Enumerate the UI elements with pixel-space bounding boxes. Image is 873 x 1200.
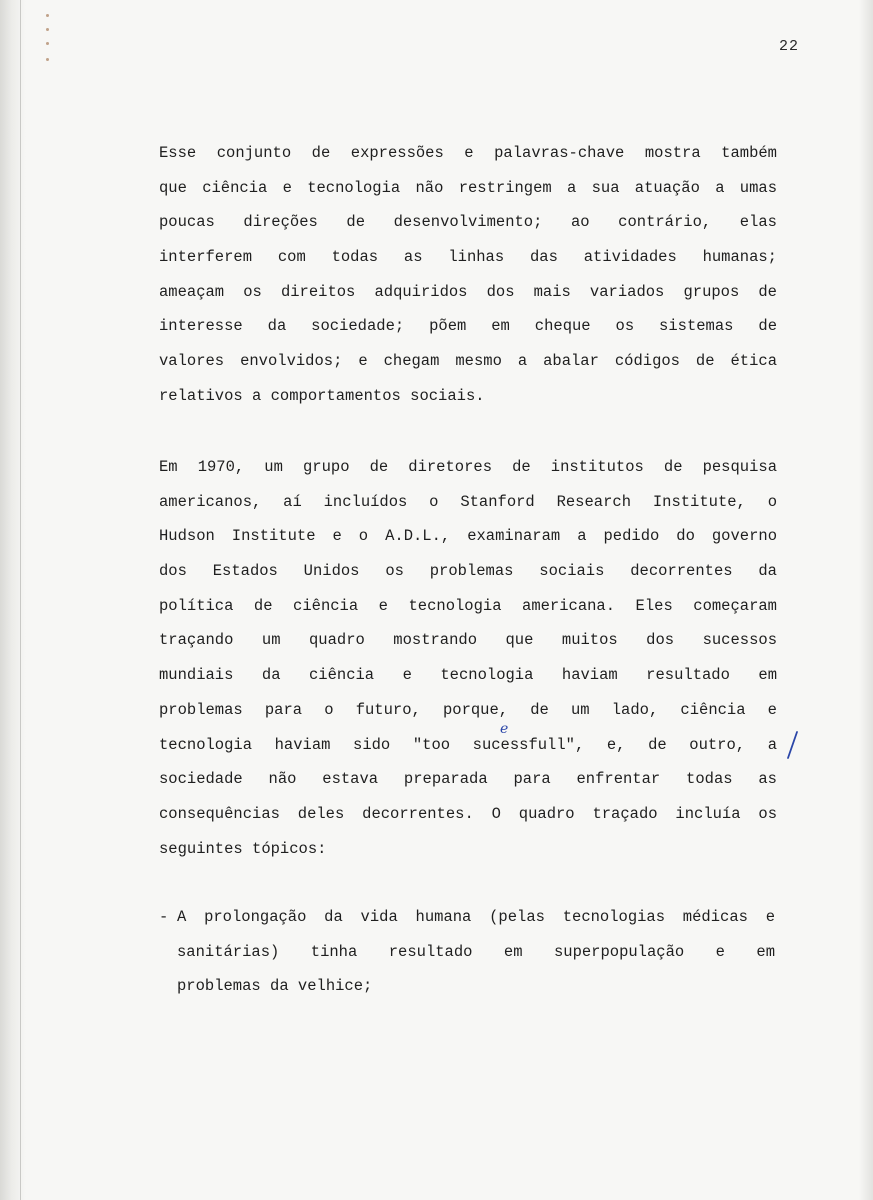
text-line: que ciência e tecnologia não restringem a sua atuação a umas [159,178,777,197]
text-line: A prolongação da vida humana (pelas tecnologias médicas e [177,908,775,926]
text-line: interferem com todas as linhas das atividades humanas; [159,248,777,267]
handwritten-slash-icon [785,730,799,760]
text-line: relativos a comportamentos sociais. [159,386,485,405]
text-line: tecnologia haviam sido "too sucessfull", e, de outro, a [159,735,777,754]
scan-shadow-left [0,0,26,1200]
text-line: sociedade não estava preparada para enfrentar todas as [159,770,777,789]
text-line: mundiais da ciência e tecnologia haviam resultado em [159,666,777,685]
text-line: problemas da velhice; [177,977,373,996]
text-line: sanitárias) tinha resultado em superpopulação e em [177,942,775,961]
text-line: Em 1970, um grupo de diretores de institutos de pesquisa [159,458,777,476]
paragraph-2 [159,450,777,866]
scan-shadow-right [859,0,873,1200]
text-line: americanos, aí incluídos o Stanford Research Institute, o [159,492,777,511]
text-line: ameaçam os direitos adquiridos dos mais variados grupos de [159,282,777,301]
text-line: consequências deles decorrentes. O quadro traçado incluía os [159,804,777,823]
text-line: poucas direções de desenvolvimento; ao contrário, elas [159,213,777,232]
text-line: problemas para o futuro, porque, de um lado, ciência e [159,700,777,719]
text-line: dos Estados Unidos os problemas sociais decorrentes da [159,562,777,581]
text-line: seguintes tópicos: [159,839,327,858]
text-line: Esse conjunto de expressões e palavras-chave mostra também [159,144,777,162]
text-line: política de ciência e tecnologia americana. Eles começaram [159,596,777,615]
handwritten-insertion: e [500,721,509,737]
bullet-dash: - [159,908,169,926]
bullet-body [177,900,775,1004]
text-line: Hudson Institute e o A.D.L., examinaram a pedido do governo [159,527,777,546]
text-line: interesse da sociedade; põem em cheque os sistemas de [159,317,777,336]
scan-edge-line [20,0,21,1200]
paragraph-1 [159,136,777,414]
text-line: traçando um quadro mostrando que muitos dos sucessos [159,631,777,650]
staple-marks [44,14,54,74]
page-number: 22 [778,38,799,55]
text-line: valores envolvidos; e chegam mesmo a abalar códigos de ética [159,352,777,371]
